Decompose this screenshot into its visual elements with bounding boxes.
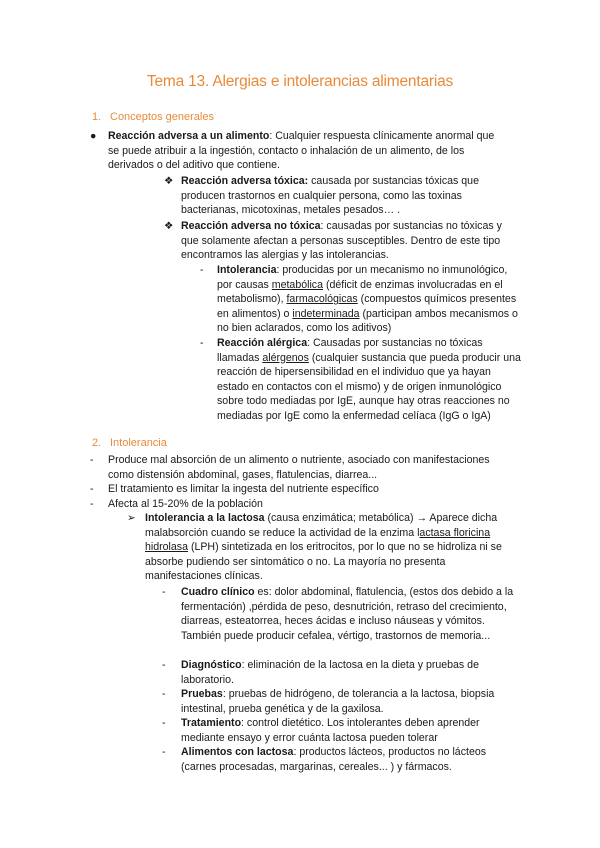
underlined-term: metabólica	[271, 278, 323, 291]
dash-marker: -	[162, 586, 166, 598]
sub-item-tratamiento	[162, 716, 521, 745]
dash-marker: -	[90, 498, 94, 510]
sub-item-diagnostico	[162, 658, 521, 687]
document-title: Tema 13. Alergias e intolerancias alimentarias	[146, 73, 454, 90]
sub-lead: Pruebas	[181, 688, 223, 700]
sub-lead: Alimentos con lactosa	[181, 746, 294, 758]
list-text: Afecta al 15-20% de la población	[108, 498, 263, 510]
sub-text: : causadas por sustancias no tóxicas y que solamente afectan a personas susceptibles. Dentro de este tipo encontramos las alergias y las intolerancias.	[181, 220, 502, 262]
sub-lead: Diagnóstico	[181, 659, 242, 671]
sub-item-pruebas	[162, 687, 521, 716]
list-item-malabsorcion	[90, 453, 516, 482]
section-1-heading	[92, 110, 214, 125]
item-reaccion-alergica	[200, 336, 523, 424]
sub-text: : eliminación de la lactosa en la dieta y pruebas de laboratorio.	[181, 659, 479, 686]
bullet-text: : Cualquier respuesta clínicamente anormal que se puede atribuir a la ingestión, contacto o inhalación de un alimento, de los derivados o del aditivo que contiene.	[108, 130, 495, 172]
diamond-bullet-icon: ❖	[164, 220, 174, 232]
dash-marker: -	[162, 659, 166, 671]
sub-reaccion-no-toxica	[164, 219, 515, 263]
underlined-term: indeterminada	[292, 307, 360, 320]
item-text: : Causadas por sustancias no tóxicas llamadas	[217, 337, 483, 364]
item-text: (cualquier sustancia que pueda producir una reacción de hipersensibilidad en el individuo que ya hayan estado en contactos con el mismo) y de origen inmunológico sobre todo mediadas por IgE, aunque hay otras reacciones no mediadas por IgE como la enfermedad celíaca (IgG o IgA)	[217, 351, 521, 422]
item-intolerancia	[200, 263, 523, 336]
list-item-tratamiento	[90, 482, 516, 497]
item-text: (déficit de enzimas involucradas en el metabolismo),	[217, 278, 503, 306]
sub-lead: Cuadro clínico	[181, 586, 255, 598]
dash-marker: -	[162, 688, 166, 700]
item-lead: Intolerancia	[217, 264, 277, 276]
sub-text: es: dolor abdominal, flatulencia, (estos dos debido a la fermentación) ,pérdida de peso, desnutrición, retraso del crecimiento, diarreas, esteatorrea, heces ácidas e incluso náuseas y vómitos. También puede producir cefalea, vértigo, trastornos de memoria...	[181, 586, 514, 642]
item-text: (causa enzimática; metabólica) → Aparece dicha malabsorción cuando se reduce la actividad de la enzima l	[145, 512, 498, 539]
item-text: (compuestos químicos presentes en alimentos) o	[217, 293, 517, 320]
section-1-number: 1.	[92, 111, 102, 123]
sub-text: causada por sustancias tóxicas que producen trastornos en cualquier persona, como las toxinas bacterianas, micotoxinas, metales pesados… .	[181, 175, 479, 217]
sub-text: : productos lácteos, productos no lácteos (carnes procesadas, margarinas, cereales... ) y fármacos.	[181, 746, 487, 773]
item-text: (participan ambos mecanismos o no bien aclarados, como los aditivos)	[217, 307, 518, 335]
dash-marker: -	[162, 717, 166, 729]
sub-item-alimentos	[162, 745, 521, 774]
list-item-afecta	[90, 497, 516, 512]
dash-marker: -	[90, 483, 94, 495]
diamond-bullet-icon: ❖	[164, 175, 174, 187]
sub-lead: Tratamiento	[181, 717, 242, 729]
section-1-title: Conceptos generales	[110, 111, 214, 123]
sub-item-cuadro-clinico	[162, 585, 521, 643]
item-text: : producidas por un mecanismo no inmunológico, por causas	[217, 264, 508, 291]
dash-marker: -	[162, 746, 166, 758]
sub-lead: Reacción adversa tóxica:	[181, 175, 309, 187]
item-intolerancia-lactosa	[127, 511, 519, 584]
item-lead: Intolerancia a la lactosa	[145, 512, 265, 524]
dash-marker: -	[200, 337, 204, 349]
underlined-term: farmacológicas	[286, 293, 358, 306]
bullet-reaccion-adversa	[90, 129, 508, 173]
bullet-marker: ●	[90, 130, 97, 142]
section-2-number: 2.	[92, 437, 102, 449]
list-text: Produce mal absorción de un alimento o nutriente, asociado con manifestaciones como distensión abdominal, gases, flatulencias, diarrea...	[108, 454, 490, 481]
arrow-bullet-icon: ➢	[127, 512, 136, 524]
underlined-term: alérgenos	[262, 351, 309, 364]
list-text: El tratamiento es limitar la ingesta del nutriente específico	[108, 483, 379, 495]
underlined-term: actasa floricina hidrolasa	[145, 526, 491, 554]
section-2-title: Intolerancia	[110, 437, 167, 449]
dash-marker: -	[90, 454, 94, 466]
sub-text: : control dietético. Los intolerantes deben aprender mediante ensayo y error cuánta lactosa pueden tolerar	[181, 717, 480, 744]
item-text: (LPH) sintetizada en los eritrocitos, por lo que no se hidroliza ni se absorbe pudiendo ser sintomático o no. La mayoría no presenta manifestaciones clínicas.	[145, 541, 502, 583]
sub-lead: Reacción adversa no tóxica	[181, 220, 321, 232]
bullet-lead: Reacción adversa a un alimento	[108, 130, 270, 142]
dash-marker: -	[200, 264, 204, 276]
sub-reaccion-toxica	[164, 174, 513, 218]
sub-text: : pruebas de hidrógeno, de tolerancia a la lactosa, biopsia intestinal, prueba genética y de la gaxilosa.	[181, 688, 495, 715]
section-2-heading	[92, 436, 167, 451]
item-lead: Reacción alérgica	[217, 337, 308, 349]
